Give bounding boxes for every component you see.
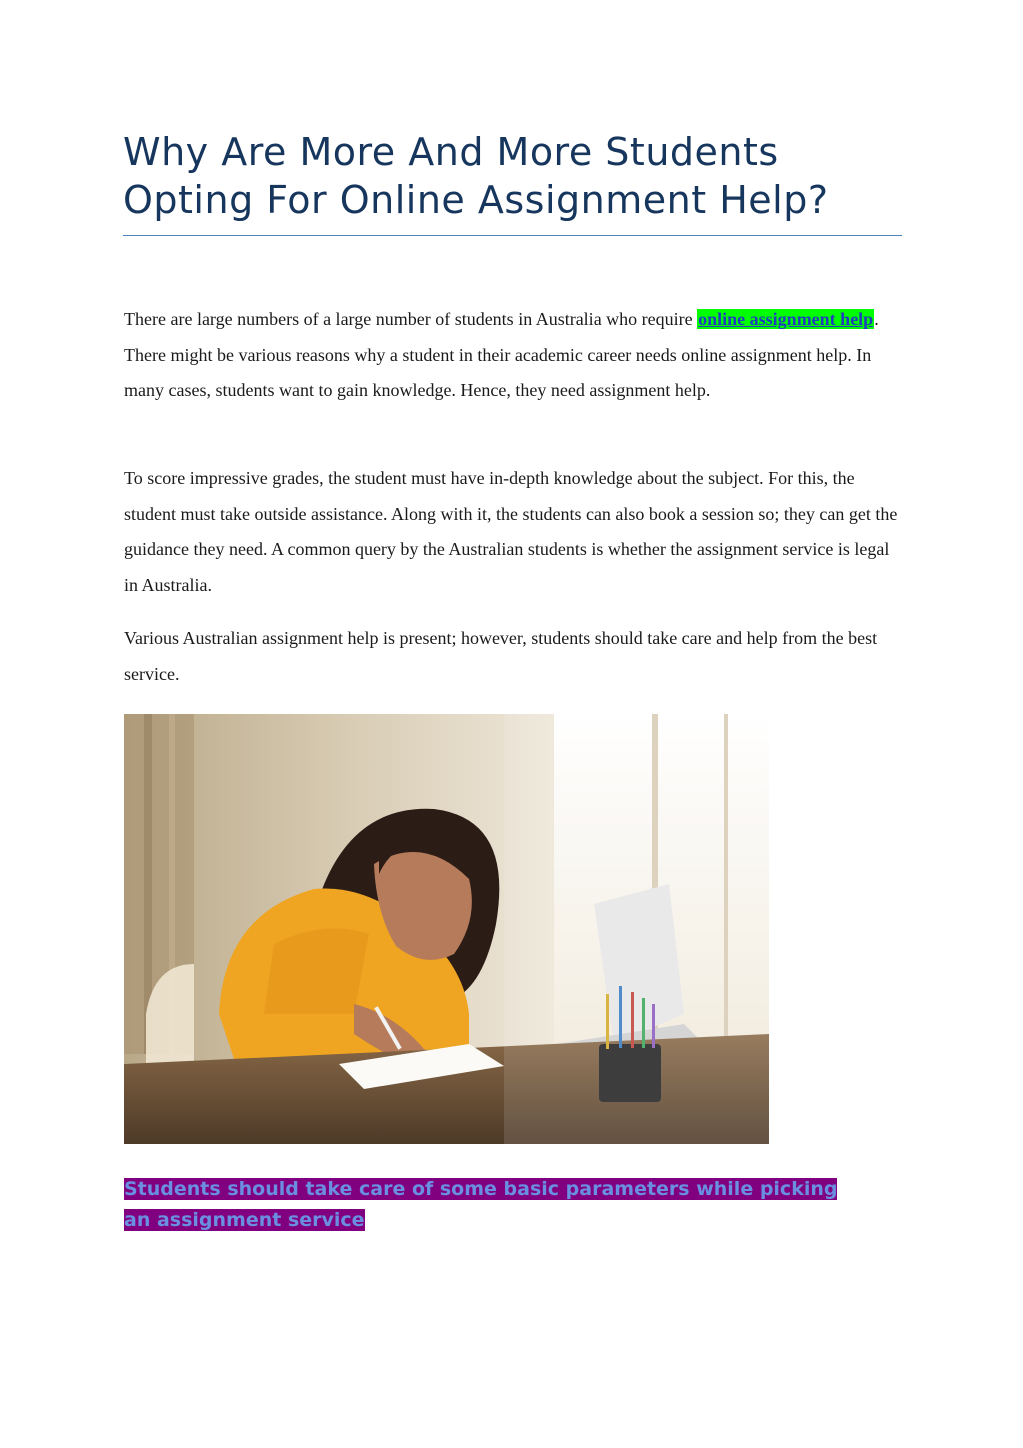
title-underline-rule (123, 235, 902, 236)
grades-paragraph: To score impressive grades, the student must have in-depth knowledge about the subject. For this, the student must take outside assistance. Along with it, the students can also book a session so; they can get the guidance they need. A common query by the Australian students is whether the assignment service is legal in Australia. (124, 468, 898, 595)
parameters-subheading-text: Students should take care of some basic parameters while picking an assignment service (124, 1178, 838, 1231)
online-assignment-help-link[interactable]: online assignment help (698, 309, 874, 329)
student-studying-photo (124, 714, 769, 1144)
page-title: Why Are More And More Students Opting For Online Assignment Help? (123, 130, 829, 222)
intro-paragraph (124, 302, 902, 409)
intro-text-after-link: . There might be various reasons why a student in their academic career needs online assignment help. In many cases, students want to gain knowledge. Hence, they need assignment help. (124, 309, 879, 400)
parameters-subheading (124, 1174, 844, 1236)
intro-text-before-link: There are large numbers of a large number of students in Australia who require (124, 309, 698, 329)
best-service-paragraph: Various Australian assignment help is present; however, students should take care and help from the best service. (124, 628, 878, 684)
